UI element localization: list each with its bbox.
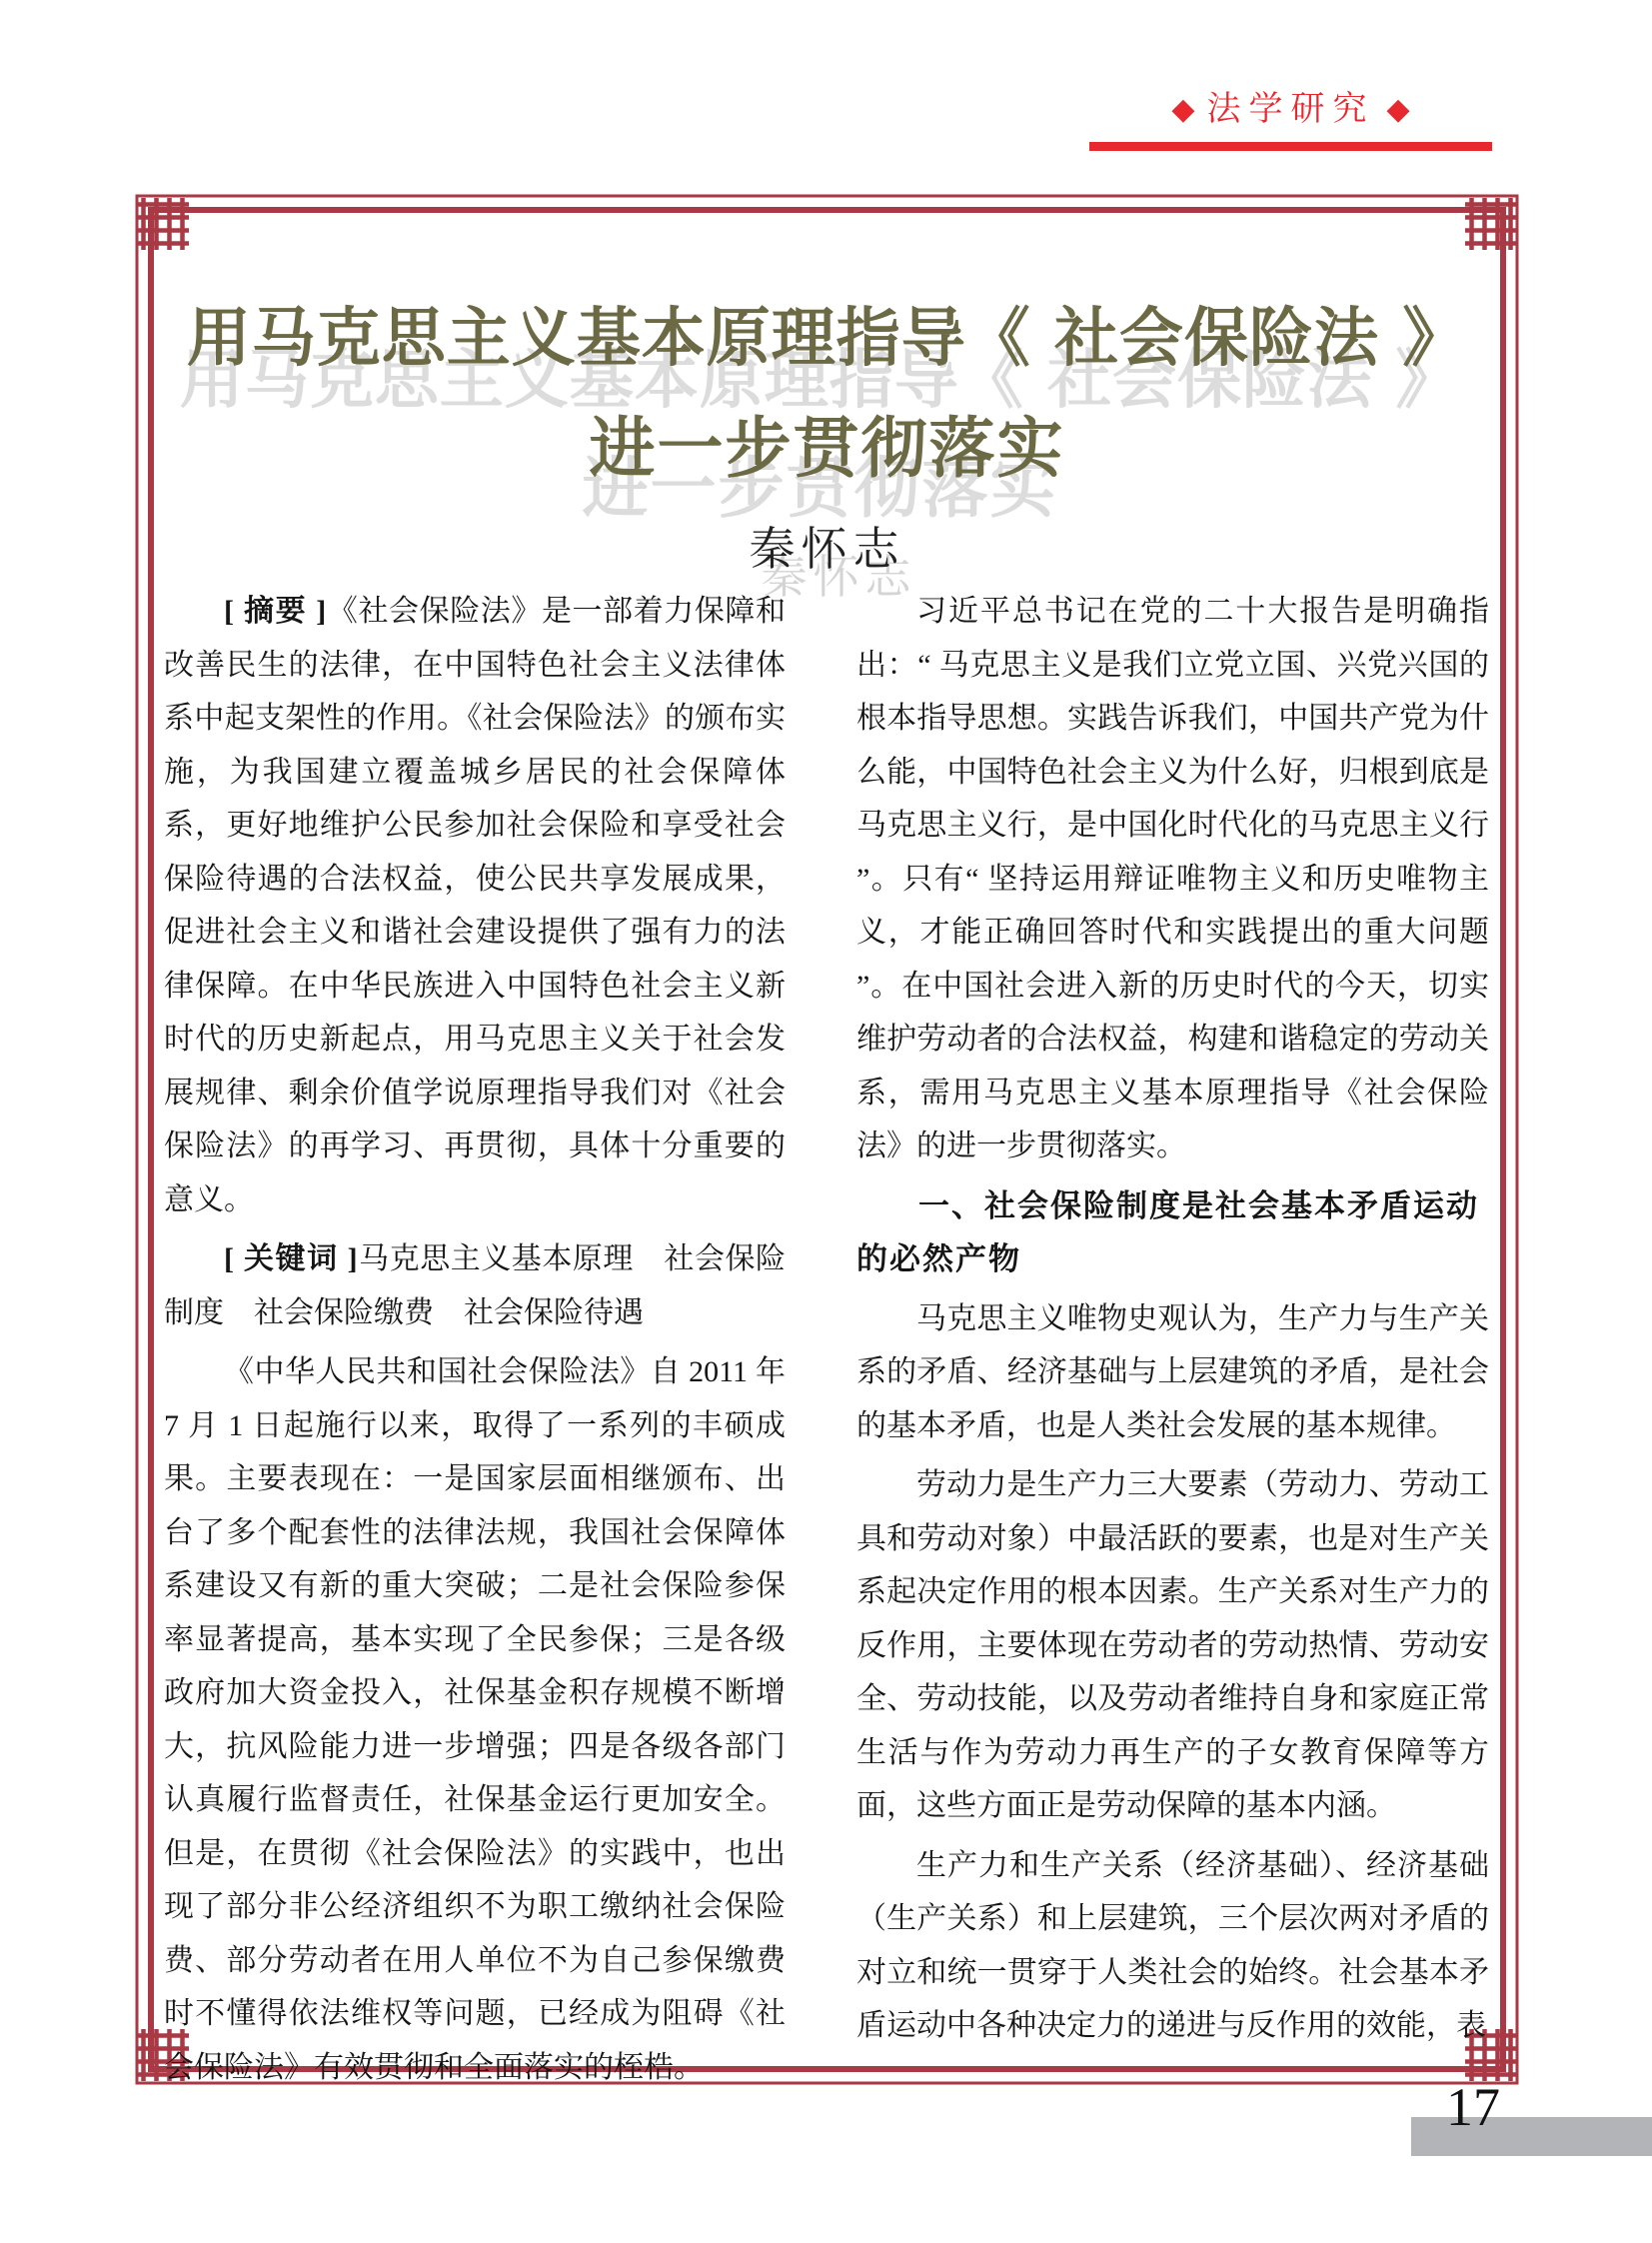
body-paragraph: 马克思主义唯物史观认为，生产力与生产关系的矛盾、经济基础与上层建筑的矛盾，是社会的基本矛盾，也是人类社会发展的基本规律。 <box>856 1301 1489 1442</box>
corner-knot-ornament <box>137 198 189 250</box>
right-column <box>856 585 1489 2053</box>
author-name: 秦怀志 <box>749 524 905 575</box>
left-column <box>164 585 786 2094</box>
body-paragraph: 生产力和生产关系（经济基础）、经济基础（生产关系）和上层建筑，三个层次两对矛盾的对立和统一贯穿于人类社会的始终。社会基本矛盾运动中各种决定力的递进与反作用的效能，表 <box>856 1848 1489 2042</box>
abstract-paragraph <box>164 585 786 1226</box>
section-title: 法学研究 <box>1206 91 1375 128</box>
keywords-paragraph <box>164 1232 786 1339</box>
keywords-label: [ 关键词 ] <box>224 1242 359 1275</box>
body-paragraph: 《中华人民共和国社会保险法》自 2011 年 7 月 1 日起施行以来，取得了一系列的丰硕成果。主要表现在：一是国家层面相继颁布、出台了多个配套性的法律法规，我国社会保障体系建设又有新的重大突破；二是社会保险参保率显著提高，基本实现了全民参保；三是各级政府加大资金投入，社保基金积存规模不断增大，抗风险能力进一步增强；四是各级各部门认真履行监督责任，社保基金运行更加安全。但是，在贯彻《社会保险法》的实践中，也出现了部分非公经济组织不为职工缴纳社会保险费、部分劳动者在用人单位不为自己参保缴费时不懂得依法维权等问题，已经成为阻碍《社会保险法》有效贯彻和全面落实的桎梏。 <box>164 1355 786 2084</box>
page-number: 17 <box>1446 2077 1500 2137</box>
abstract-text: 《社会保险法》是一部着力保障和改善民生的法律，在中国特色社会主义法律体系中起支架性的作用。《社会保险法》的颁布实施，为我国建立覆盖城乡居民的社会保障体系，更好地维护公民参加社会保险和享受社会保险待遇的合法权益，使公民共享发展成果，促进社会主义和谐社会建设提供了强有力的法律保障。在中华民族进入中国特色社会主义新时代的历史新起点，用马克思主义关于社会发展规律、剩余价值学说原理指导我们对《社会保险法》的再学习、再贯彻，具体十分重要的意义。 <box>164 595 787 1216</box>
title-block <box>140 296 1514 580</box>
section-heading: 一、社会保险制度是社会基本矛盾运动的必然产物 <box>856 1187 1479 1276</box>
body-paragraph: 习近平总书记在党的二十大报告是明确指出：“ 马克思主义是我们立党立国、兴党兴国的根本指导思想。实践告诉我们，中国共产党为什么能，中国特色社会主义为什么好，归根到底是马克思主义行，是中国化时代化的马克思主义行 ”。只有“ 坚持运用辩证唯物主义和历史唯物主义，才能正确回答时代和实践提出的重大问题 ”。在中国社会进入新的历史时代的今天，切实维护劳动者的合法权益，构建和谐稳定的劳动关系，需用马克思主义基本原理指导《社会保险法》的进一步贯彻落实。 <box>856 595 1489 1162</box>
abstract-label: [ 摘要 ] <box>224 595 328 628</box>
body-paragraph: 劳动力是生产力三大要素（劳动力、劳动工具和劳动对象）中最活跃的要素，也是对生产关系起决定作用的根本因素。生产关系对生产力的反作用，主要体现在劳动者的劳动热情、劳动安全、劳动技能，以及劳动者维持自身和家庭正常生活与作为劳动力再生产的子女教育保障等方面，这些方面正是劳动保障的基本内涵。 <box>856 1468 1489 1822</box>
keywords-text: 马克思主义基本原理 社会保险制度 社会保险缴费 社会保险待遇 <box>164 1242 787 1329</box>
corner-knot-ornament <box>1465 198 1517 250</box>
article-title-line2: 进一步贯彻落实 <box>589 410 1065 487</box>
article-title-line1: 用马克思主义基本原理指导《 社会保险法 》 <box>186 302 1468 376</box>
diamond-icon-right: ◆ <box>1386 93 1410 127</box>
diamond-icon-left: ◆ <box>1171 93 1195 127</box>
